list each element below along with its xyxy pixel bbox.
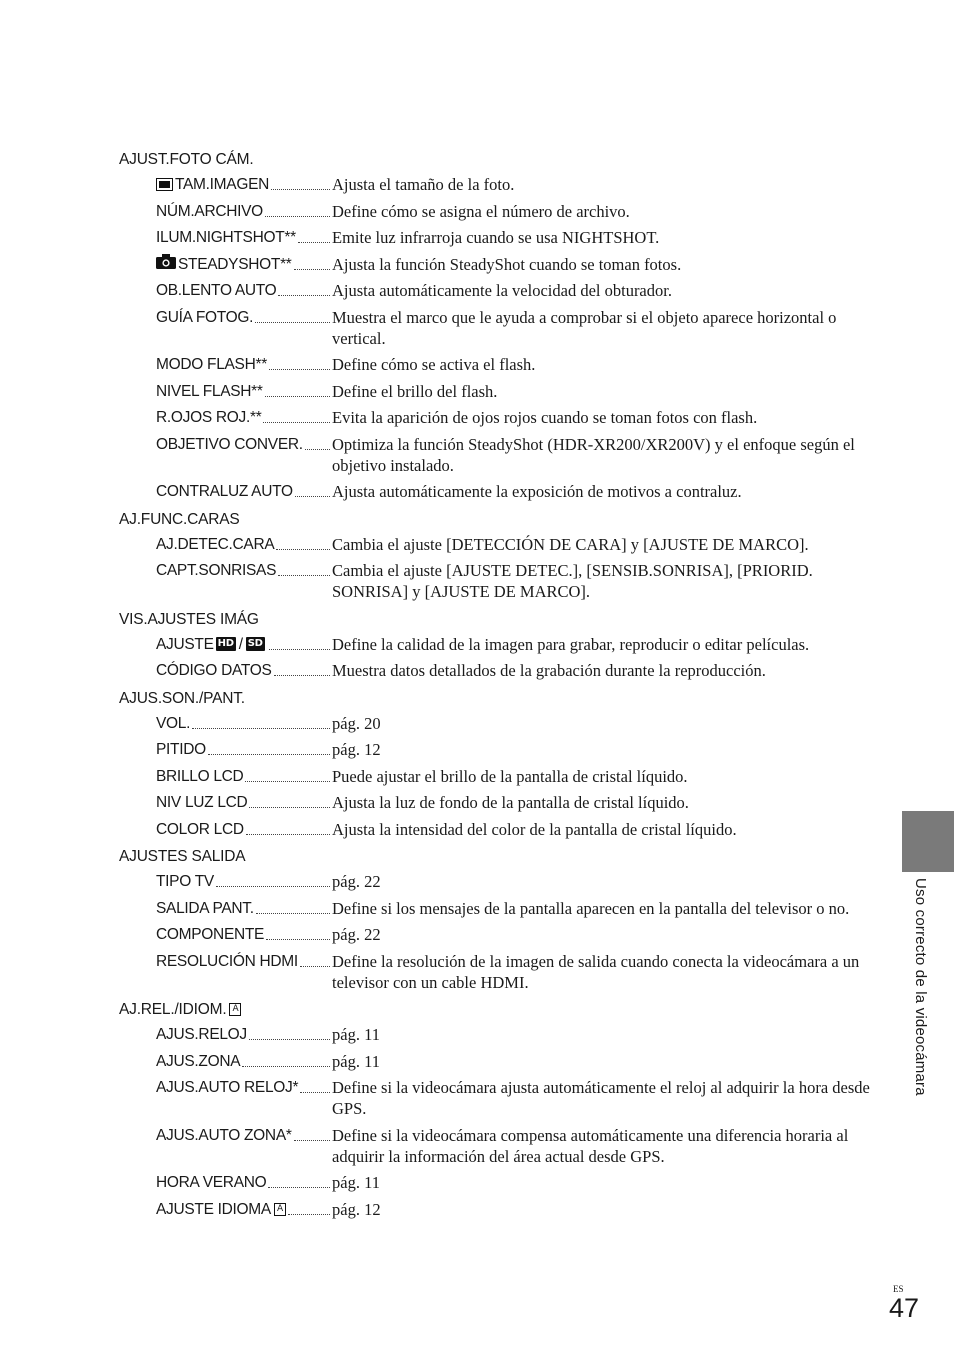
hd-badge-icon: HD [217, 638, 234, 649]
menu-item-term-label [156, 481, 293, 502]
menu-item-term-label [156, 381, 263, 402]
menu-item-term [156, 924, 331, 945]
menu-item-term-text: TIPO TV [156, 873, 214, 890]
leader-dots [278, 295, 330, 296]
menu-item-term-text: STEADYSHOT** [178, 255, 292, 273]
leader-dots [294, 1140, 330, 1141]
menu-item [119, 1125, 881, 1167]
menu-item-term-text: NIVEL FLASH** [156, 382, 263, 400]
menu-item-description: pág. 11 [332, 1051, 380, 1071]
menu-item-term-text: AJUS.AUTO ZONA* [156, 1126, 292, 1144]
menu-item-term-label [156, 307, 253, 328]
leader-dots [216, 886, 330, 887]
menu-item-term-label [156, 354, 267, 375]
menu-item-description: Muestra datos detallados de la grabación durante la reproducción. [332, 661, 766, 680]
menu-item-term-label [156, 560, 276, 581]
menu-item-description: pág. 22 [332, 925, 381, 944]
menu-item-description: pág. 11 [332, 1025, 380, 1044]
leader-dots [271, 189, 330, 190]
section-title [119, 508, 881, 534]
menu-item-term-text: AJUS.RELOJ [156, 1026, 247, 1043]
menu-item [119, 766, 881, 787]
menu-item-term-label [156, 660, 272, 681]
menu-item-description: pág. 20 [332, 713, 381, 733]
leader-dots [294, 269, 330, 270]
language-icon: A [229, 1003, 241, 1016]
menu-item [119, 898, 881, 919]
menu-item-term [156, 227, 331, 248]
menu-item-description: pág. 22 [332, 872, 381, 891]
menu-item-term [156, 634, 331, 655]
menu-item-description: Ajusta automáticamente la velocidad del obturador. [332, 281, 672, 300]
menu-item-term-text: CÓDIGO DATOS [156, 662, 272, 679]
menu-item-term [156, 560, 331, 581]
menu-item-description: Emite luz infrarroja cuando se usa NIGHTSHOT. [332, 228, 660, 247]
menu-item-term-label [156, 924, 264, 945]
section-title [119, 687, 881, 713]
menu-item-term-label [156, 534, 274, 555]
leader-dots [249, 1039, 330, 1040]
menu-item-term [156, 871, 331, 892]
menu-item-term [156, 280, 331, 301]
section-title-text: AJUS.SON./PANT. [119, 689, 245, 707]
menu-item [119, 924, 881, 945]
menu-item [119, 739, 881, 760]
menu-item-description: pág. 12 [332, 1199, 381, 1219]
photo-size-icon [156, 178, 173, 191]
menu-item-term [156, 534, 331, 555]
section-title-text: VIS.AJUSTES IMÁG [119, 610, 259, 628]
menu-item-term-text: BRILLO LCD [156, 767, 244, 785]
menu-item-term-label [156, 174, 269, 195]
menu-item-term [156, 354, 331, 375]
menu-item [119, 1199, 881, 1220]
menu-item-term [156, 713, 331, 734]
menu-item-term-text: SALIDA PANT. [156, 899, 254, 917]
menu-item-description: Muestra el marco que le ayuda a comprobar si el objeto aparece horizontal o vertical. [332, 307, 837, 348]
leader-dots [249, 807, 330, 808]
menu-item-term-label [156, 819, 244, 840]
menu-item-description: pág. 12 [332, 740, 381, 759]
menu-item-term [156, 898, 331, 919]
leader-dots [274, 675, 330, 676]
menu-item [119, 534, 881, 555]
menu-item-description: Define cómo se activa el flash. [332, 355, 536, 374]
menu-item [119, 307, 881, 349]
leader-dots [300, 1092, 330, 1093]
menu-item-term-label [156, 1051, 240, 1072]
menu-item-term [156, 1199, 331, 1220]
menu-item-term-label [156, 434, 303, 455]
menu-item-description: Define la resolución de la imagen de salida cuando conecta la videocámara a un televisor con un cable HDMI. [332, 951, 860, 992]
section-title [119, 148, 881, 174]
menu-item-description: Cambia el ajuste [DETECCIÓN DE CARA] y [AJUSTE DE MARCO]. [332, 534, 809, 554]
menu-item-term-text: NÚM.ARCHIVO [156, 202, 263, 220]
menu-item [119, 227, 881, 248]
menu-item-term-label [156, 280, 276, 301]
menu-item-term [156, 1051, 331, 1072]
menu-item-description: Cambia el ajuste [AJUSTE DETEC.], [SENSIB.SONRISA], [PRIORID. SONRISA] y [AJUSTE DE MARCO]. [332, 561, 813, 601]
leader-dots [246, 834, 330, 835]
page-number: 47 [889, 1293, 920, 1323]
leader-dots [298, 242, 330, 243]
leader-dots [295, 496, 330, 497]
leader-dots [256, 913, 330, 914]
side-tab-marker [902, 811, 954, 872]
menu-item-term [156, 660, 331, 681]
side-tab-label: Uso correcto de la videocámara [912, 878, 929, 1096]
section-title-text: AJUST.FOTO CÁM. [119, 151, 254, 168]
leader-dots [263, 422, 330, 423]
menu-item-term-text: NIV LUZ LCD [156, 794, 248, 811]
menu-item-term [156, 254, 331, 275]
menu-list [119, 148, 881, 1225]
leader-dots [288, 1214, 330, 1215]
menu-item-term-text: AJUSTE IDIOMA [156, 1200, 271, 1218]
menu-item [119, 634, 881, 655]
menu-item-term-label [156, 766, 243, 787]
menu-item-term-text: TAM.IMAGEN [175, 176, 270, 193]
leader-dots [305, 449, 330, 450]
menu-item-term-label [156, 739, 206, 760]
menu-item-term-text: ILUM.NIGHTSHOT** [156, 229, 296, 246]
menu-item-term [156, 739, 331, 760]
menu-item-term [156, 819, 331, 840]
menu-item-term-text: AJUSTE [156, 635, 214, 653]
menu-item-description: pág. 11 [332, 1173, 380, 1192]
menu-item-term-text: AJUS.ZONA [156, 1052, 241, 1070]
menu-item-term-label [156, 201, 263, 222]
leader-dots [276, 549, 330, 550]
menu-item-term-label [156, 713, 190, 734]
menu-item-term-label [156, 1024, 247, 1045]
menu-item [119, 1051, 881, 1072]
menu-item [119, 1172, 881, 1193]
menu-item-term-label [156, 1077, 298, 1098]
menu-item-term-text: OB.LENTO AUTO [156, 282, 277, 299]
menu-item [119, 819, 881, 840]
section-title [119, 998, 881, 1024]
menu-item [119, 1024, 881, 1045]
menu-item-description: Optimiza la función SteadyShot (HDR-XR200/XR200V) y el enfoque según el objetivo instalado. [332, 434, 855, 475]
menu-item-term-label [156, 1199, 286, 1220]
menu-item-term [156, 1024, 331, 1045]
menu-item-term-text: RESOLUCIÓN HDMI [156, 952, 298, 970]
menu-item [119, 201, 881, 222]
menu-item-term-label [156, 871, 214, 892]
menu-item-term-label [156, 634, 267, 655]
menu-item-term-label [156, 227, 296, 248]
menu-item-term-text: COMPONENTE [156, 926, 265, 943]
menu-item-description: Define si la videocámara compensa automáticamente una diferencia horaria al adquirir la información del área actual desde GPS. [332, 1125, 849, 1166]
menu-item-term [156, 792, 331, 813]
language-icon: A [274, 1203, 286, 1216]
menu-item [119, 560, 881, 602]
menu-item-term-text: GUÍA FOTOG. [156, 308, 254, 326]
menu-item-description: Ajusta automáticamente la exposición de motivos a contraluz. [332, 482, 742, 501]
leader-dots [300, 966, 330, 967]
camera-icon [156, 254, 178, 275]
menu-item-description: Ajusta la intensidad del color de la pantalla de cristal líquido. [332, 819, 737, 839]
menu-item-term [156, 381, 331, 402]
leader-dots [265, 216, 330, 217]
menu-item [119, 951, 881, 993]
menu-item [119, 407, 881, 428]
menu-item-description: Ajusta la luz de fondo de la pantalla de cristal líquido. [332, 793, 689, 812]
menu-item-term-text: CONTRALUZ AUTO [156, 483, 293, 500]
menu-item [119, 481, 881, 502]
language-code: ES [893, 1284, 904, 1294]
menu-item-term-label [156, 407, 261, 428]
menu-item-description: Evita la aparición de ojos rojos cuando se toman fotos con flash. [332, 408, 758, 427]
menu-item-term-label [156, 1172, 266, 1193]
menu-item-term [156, 951, 331, 972]
menu-item-term-label [156, 792, 247, 813]
menu-item-description: Define cómo se asigna el número de archivo. [332, 201, 630, 221]
menu-item [119, 792, 881, 813]
menu-item [119, 871, 881, 892]
menu-item-description: Define si la videocámara ajusta automáticamente el reloj al adquirir la hora desde GPS. [332, 1078, 870, 1118]
leader-dots [269, 649, 330, 650]
sd-badge-icon: SD [247, 638, 263, 649]
menu-item-term [156, 766, 331, 787]
menu-item-description: Puede ajustar el brillo de la pantalla de cristal líquido. [332, 766, 688, 786]
menu-item [119, 354, 881, 375]
menu-item-term-text: PITIDO [156, 741, 206, 758]
menu-item-term-text: AJ.DETEC.CARA [156, 535, 275, 553]
leader-dots [255, 322, 330, 323]
menu-item-term-text: CAPT.SONRISAS [156, 562, 277, 579]
menu-item-description: Ajusta la función SteadyShot cuando se toman fotos. [332, 254, 682, 274]
menu-item [119, 254, 881, 275]
menu-item-term [156, 174, 331, 195]
menu-item-term-text: COLOR LCD [156, 820, 244, 838]
menu-item-term [156, 307, 331, 328]
section-title-text: AJ.REL./IDIOM. [119, 1001, 227, 1018]
menu-item-term [156, 201, 331, 222]
section-title [119, 608, 881, 634]
menu-item-term-text: AJUS.AUTO RELOJ* [156, 1079, 299, 1096]
menu-item-description: Define si los mensajes de la pantalla aparecen en la pantalla del televisor o no. [332, 898, 850, 918]
menu-item [119, 434, 881, 476]
leader-dots [268, 1187, 330, 1188]
menu-item-term [156, 1172, 331, 1193]
menu-item [119, 660, 881, 681]
leader-dots [269, 369, 330, 370]
menu-item [119, 381, 881, 402]
section-title-text: AJUSTES SALIDA [119, 848, 246, 865]
menu-item-term-text: OBJETIVO CONVER. [156, 435, 303, 453]
menu-item-term [156, 434, 331, 455]
section-title-text: AJ.FUNC.CARAS [119, 510, 240, 528]
menu-item-term-text: VOL. [156, 714, 191, 732]
menu-item-description: Define el brillo del flash. [332, 381, 498, 401]
menu-item-description: Define la calidad de la imagen para grabar, reproducir o editar películas. [332, 634, 810, 654]
menu-item-term [156, 481, 331, 502]
menu-item [119, 713, 881, 734]
section-title [119, 845, 881, 871]
menu-item-term [156, 1125, 331, 1146]
leader-dots [265, 396, 330, 397]
menu-item-term-text: MODO FLASH** [156, 356, 267, 373]
menu-item-term-text: R.OJOS ROJ.** [156, 409, 262, 426]
menu-item-term-label [156, 898, 254, 919]
leader-dots [278, 575, 330, 576]
leader-dots [266, 939, 330, 940]
menu-item-term-label [156, 254, 292, 275]
menu-item-term-label [156, 1125, 292, 1146]
badge-separator: / [238, 635, 243, 653]
menu-item [119, 1077, 881, 1119]
leader-dots [242, 1066, 330, 1067]
menu-item-description: Ajusta el tamaño de la foto. [332, 175, 515, 194]
menu-item-term [156, 1077, 331, 1098]
leader-dots [245, 781, 330, 782]
menu-item [119, 280, 881, 301]
leader-dots [208, 754, 330, 755]
menu-item-term-label [156, 951, 298, 972]
menu-item-term [156, 407, 331, 428]
menu-item-term-text: HORA VERANO [156, 1174, 267, 1191]
leader-dots [192, 728, 330, 729]
menu-item [119, 174, 881, 195]
